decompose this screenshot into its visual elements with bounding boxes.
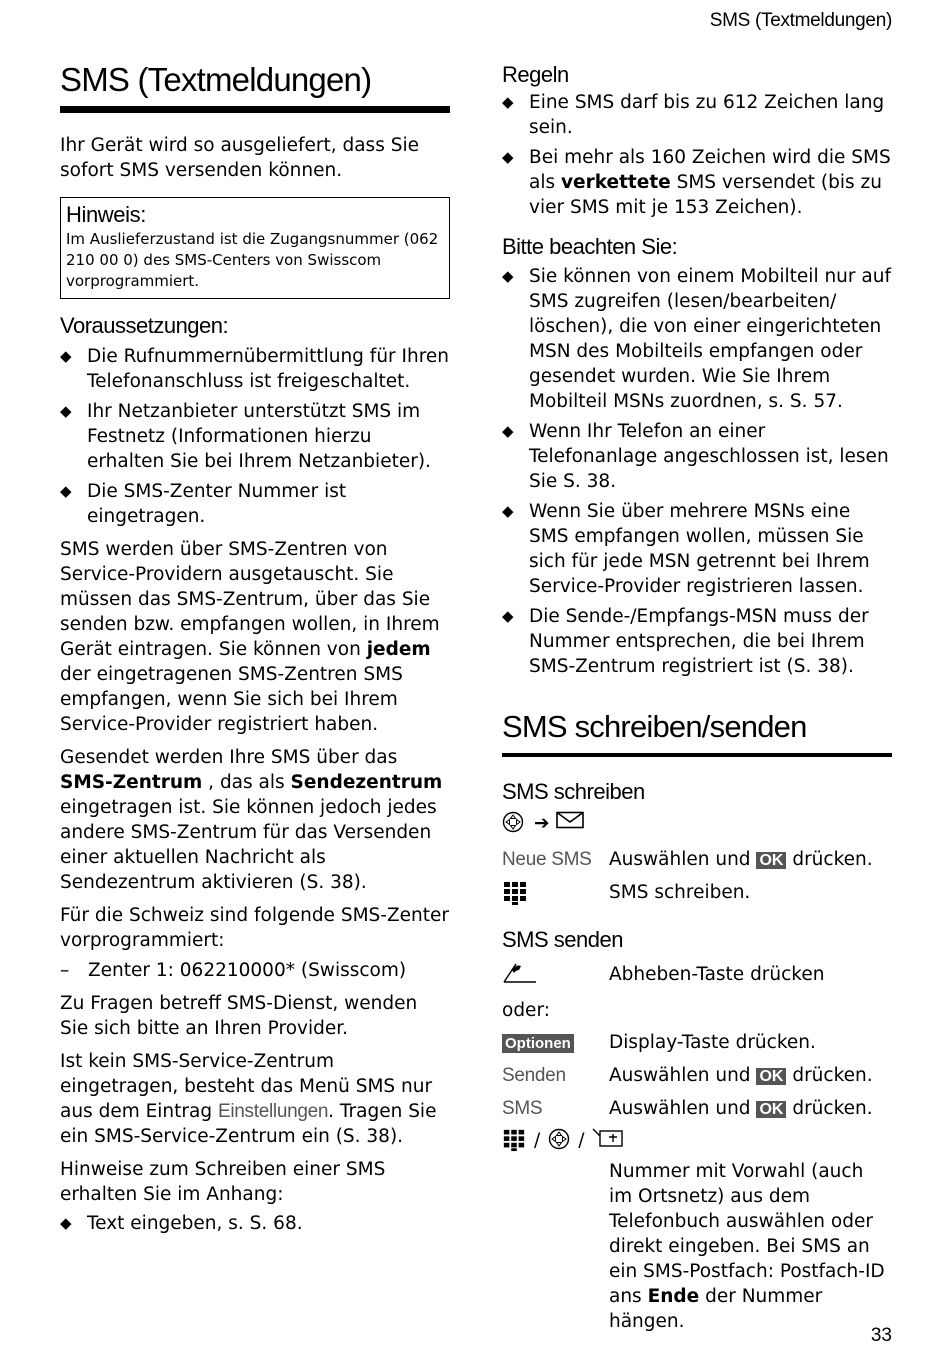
list-item: ◆ Die SMS-Zenter Nummer ist eingetragen.: [60, 481, 347, 527]
bullet-icon: ◆: [60, 1214, 72, 1232]
keypad-icon: [502, 1128, 526, 1159]
list-item: ◆ Bei mehr als 160 Zeichen wird die SMS als verkettete SMS versendet (bis zu vier SMS mit je 153 Zeichen).: [502, 147, 891, 218]
send-heading: SMS senden: [502, 927, 623, 952]
list-item: ◆ Wenn Sie über mehrere MSNs eine SMS empfangen wollen, müssen Sie sich für jede MSN getrennt bei Ihrem Service-Provider registrieren lassen.: [502, 501, 870, 597]
talk-key-icon: [502, 962, 538, 991]
title-rule: [60, 106, 450, 113]
menu-entry: Neue SMS: [502, 849, 592, 870]
arrow-icon: ➔: [534, 813, 550, 834]
ok-key: OK: [756, 1068, 786, 1085]
rules-heading: Regeln: [502, 62, 569, 87]
list-item: ◆ Die Sende-/Empfangs-MSN muss der Nummer entsprechen, die bei Ihrem SMS-Zentrum registriert ist (S. 38).: [502, 606, 869, 677]
step-send: Senden Auswählen und OK drücken.: [502, 1063, 892, 1089]
write-heading: SMS schreiben: [502, 779, 645, 804]
rules-list: [502, 90, 892, 220]
running-header: SMS (Textmeldungen): [709, 10, 892, 31]
envelope-icon: [556, 811, 584, 840]
step-write: SMS schreiben.: [502, 880, 892, 913]
dash-item: – Zenter 1: 062210000* (Swisscom): [60, 960, 407, 981]
attention-list: [502, 264, 892, 679]
bullet-icon: ◆: [502, 607, 514, 625]
section-rule: [502, 753, 892, 757]
hint-list: [60, 1211, 450, 1236]
options-softkey: Optionen: [502, 1034, 574, 1053]
paragraph: Gesendet werden Ihre SMS über das SMS-Zentrum , das als Sendezentrum eingetragen ist. Sie können jedoch jedes andere SMS-Zentrum für das Versenden einer aktuellen Nachricht als Sendezentrum aktivieren (S. 38).: [60, 747, 443, 893]
separator: /: [534, 1130, 541, 1151]
dash-icon: –: [60, 960, 70, 981]
page-title: SMS (Textmeldungen): [60, 61, 372, 98]
prereq-heading: Voraussetzungen:: [60, 313, 229, 338]
ok-key: OK: [756, 852, 786, 869]
control-key-icon: [502, 811, 524, 840]
step-lift: Abheben-Taste drücken: [502, 962, 892, 991]
left-column: [60, 58, 450, 1236]
separator: /: [578, 1130, 585, 1151]
paragraph: Hinweise zum Schreiben einer SMS erhalten Sie im Anhang:: [60, 1159, 386, 1205]
list-item: ◆ Wenn Ihr Telefon an einer Telefonanlage angeschlossen ist, lesen Sie S. 38.: [502, 421, 889, 492]
note-title: Hinweis:: [66, 202, 146, 227]
section-title: SMS schreiben/senden: [502, 709, 807, 744]
menu-entry: Einstellungen: [217, 1101, 329, 1122]
bullet-icon: ◆: [60, 482, 72, 500]
list-item: ◆ Ihr Netzanbieter unterstützt SMS im Festnetz (Informationen hierzu erhalten Sie bei Ihrem Netzanbieter).: [60, 401, 431, 472]
intro-paragraph: Ihr Gerät wird so ausgeliefert, dass Sie sofort SMS versenden können.: [60, 135, 419, 181]
phonebook-icon: [592, 1128, 624, 1159]
prereq-list: [60, 344, 450, 529]
bullet-icon: ◆: [502, 267, 514, 285]
control-key-icon: [548, 1128, 570, 1159]
number-text: Nummer mit Vorwahl (auch im Ortsnetz) aus dem Telefonbuch auswählen oder direkt eingeben. Bei SMS an ein SMS-Postfach: Postfach-ID ans Ende der Nummer hängen.: [609, 1161, 885, 1332]
list-item: ◆ Sie können von einem Mobilteil nur auf SMS zugreifen (lesen/bearbeiten/ löschen), die von einer eingerichteten MSN des Mobilteils empfangen oder gesendet wurden. Wie Sie Ihrem Mobilteil MSNs zuordnen, s. S. 57.: [502, 266, 891, 412]
step-open-sms: [502, 811, 892, 840]
note-body: Im Auslieferzustand ist die Zugangsnummer (062 210 00 0) des SMS-Centers von Swisscom vorprogrammiert.: [66, 230, 439, 290]
bullet-icon: ◆: [502, 422, 514, 440]
bullet-icon: ◆: [502, 502, 514, 520]
ok-key: OK: [756, 1101, 786, 1118]
bullet-icon: ◆: [502, 93, 514, 111]
paragraph: Zu Fragen betreff SMS-Dienst, wenden Sie sich bitte an Ihren Provider.: [60, 993, 418, 1039]
note-box: [60, 197, 450, 299]
bullet-icon: ◆: [60, 347, 72, 365]
step-number: [502, 1159, 892, 1334]
right-column: [502, 60, 892, 1334]
bullet-icon: ◆: [502, 148, 514, 166]
keypad-icon: [502, 880, 528, 913]
menu-entry: Senden: [502, 1065, 566, 1086]
step-options: Optionen Display-Taste drücken.: [502, 1030, 892, 1056]
step-sms: SMS Auswählen und OK drücken.: [502, 1096, 892, 1122]
step-new-sms: Neue SMS Auswählen und OK drücken.: [502, 847, 892, 873]
step-number-icons: [502, 1128, 892, 1159]
paragraph: Ist kein SMS-Service-Zentrum eingetragen, besteht das Menü SMS nur aus dem Eintrag Einstellungen. Tragen Sie ein SMS-Service-Zentrum ein (S. 38).: [60, 1051, 437, 1147]
attention-heading: Bitte beachten Sie:: [502, 234, 678, 259]
bullet-icon: ◆: [60, 402, 72, 420]
list-item: ◆ Eine SMS darf bis zu 612 Zeichen lang sein.: [502, 92, 885, 138]
or-label: oder:: [502, 1000, 550, 1021]
paragraph: Für die Schweiz sind folgende SMS-Zenter vorprogrammiert:: [60, 905, 449, 951]
list-item: ◆ Text eingeben, s. S. 68.: [60, 1213, 303, 1234]
menu-entry: SMS: [502, 1098, 543, 1119]
page-number: 33: [870, 1325, 892, 1346]
paragraph: SMS werden über SMS-Zentren von Service-Providern ausgetauscht. Sie müssen das SMS-Zentrum, über das Sie senden bzw. empfangen wollen, in Ihrem Gerät eintragen. Sie können von jedem der eingetragenen SMS-Zentren SMS empfangen, wenn Sie sich bei Ihrem Service-Provider registriert haben.: [60, 539, 440, 735]
list-item: ◆ Die Rufnummernübermittlung für Ihren Telefonanschluss ist freigeschaltet.: [60, 346, 450, 392]
